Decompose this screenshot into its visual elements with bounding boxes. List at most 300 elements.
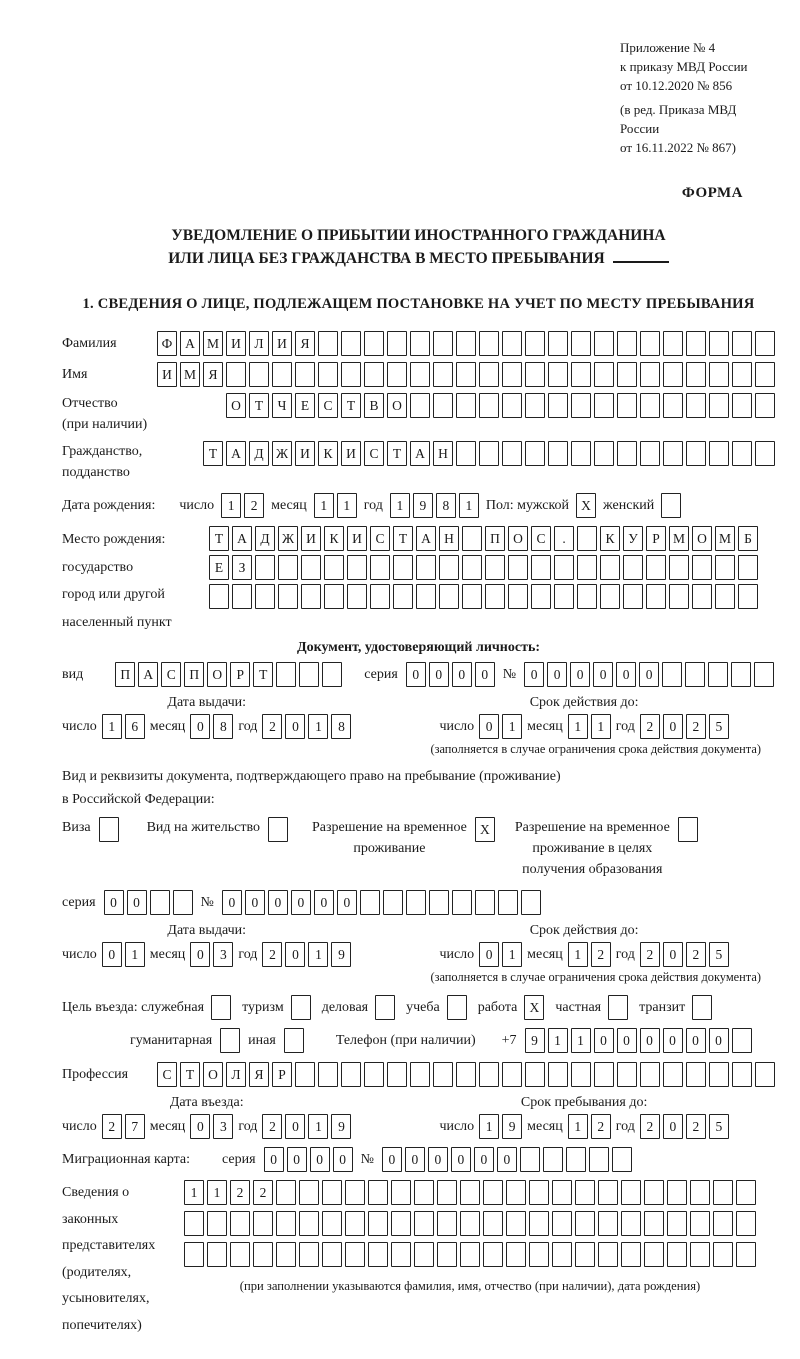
rep-char-box[interactable] [391, 1242, 411, 1267]
surname-char-box[interactable] [732, 331, 752, 356]
id-series-box[interactable]: 0 [406, 662, 426, 687]
surname-char-box[interactable] [410, 331, 430, 356]
mc-number-box[interactable] [543, 1147, 563, 1172]
birth-month-box[interactable]: 1 [314, 493, 334, 518]
rep-char-box[interactable] [414, 1211, 434, 1236]
id-number-box[interactable]: 0 [593, 662, 613, 687]
rep-char-box[interactable] [391, 1211, 411, 1236]
birthplace-char-box[interactable] [577, 584, 597, 609]
patronymic-char-box[interactable] [755, 393, 775, 418]
rep-char-box[interactable] [621, 1180, 641, 1205]
rep-char-box[interactable] [368, 1211, 388, 1236]
business-box[interactable] [375, 995, 395, 1020]
rep-char-box[interactable] [207, 1242, 227, 1267]
patronymic-char-box[interactable] [663, 393, 683, 418]
birthplace-char-box[interactable] [393, 555, 413, 580]
rep-char-box[interactable] [483, 1180, 503, 1205]
citizenship-char-box[interactable] [525, 441, 545, 466]
birthplace-char-box[interactable]: Т [209, 526, 229, 551]
profession-char-box[interactable]: С [157, 1062, 177, 1087]
citizenship-char-box[interactable]: Д [249, 441, 269, 466]
rep-char-box[interactable] [736, 1242, 756, 1267]
id-valid-month-box[interactable]: 1 [591, 714, 611, 739]
birthplace-char-box[interactable] [554, 584, 574, 609]
id-issue-day-box[interactable]: 1 [102, 714, 122, 739]
surname-char-box[interactable]: М [203, 331, 223, 356]
entry-month-box[interactable]: 0 [190, 1114, 210, 1139]
profession-char-box[interactable] [571, 1062, 591, 1087]
id-series-box[interactable]: 0 [429, 662, 449, 687]
id-number-box[interactable]: 0 [524, 662, 544, 687]
tourism-box[interactable] [291, 995, 311, 1020]
citizenship-char-box[interactable]: Т [203, 441, 223, 466]
mc-number-box[interactable] [589, 1147, 609, 1172]
birthplace-char-box[interactable] [278, 584, 298, 609]
name-char-box[interactable] [318, 362, 338, 387]
birthplace-char-box[interactable] [439, 555, 459, 580]
birthplace-char-box[interactable] [531, 555, 551, 580]
stay-year-box[interactable]: 0 [663, 1114, 683, 1139]
birthplace-char-box[interactable] [370, 584, 390, 609]
id-number-box[interactable] [731, 662, 751, 687]
res-issue-day-box[interactable]: 1 [125, 942, 145, 967]
name-char-box[interactable]: И [157, 362, 177, 387]
res-number-box[interactable] [406, 890, 426, 915]
birthplace-char-box[interactable] [347, 555, 367, 580]
birthplace-char-box[interactable] [646, 555, 666, 580]
profession-char-box[interactable] [295, 1062, 315, 1087]
profession-char-box[interactable] [525, 1062, 545, 1087]
id-series-box[interactable]: 0 [475, 662, 495, 687]
mc-series-box[interactable]: 0 [287, 1147, 307, 1172]
birthplace-char-box[interactable]: И [347, 526, 367, 551]
surname-char-box[interactable]: И [226, 331, 246, 356]
profession-char-box[interactable] [709, 1062, 729, 1087]
stay-month-box[interactable]: 2 [591, 1114, 611, 1139]
name-char-box[interactable] [341, 362, 361, 387]
phone-digit-box[interactable]: 0 [663, 1028, 683, 1053]
rep-char-box[interactable]: 2 [253, 1180, 273, 1205]
name-char-box[interactable] [502, 362, 522, 387]
birth-month-box[interactable]: 1 [337, 493, 357, 518]
profession-char-box[interactable] [640, 1062, 660, 1087]
res-number-box[interactable]: 0 [268, 890, 288, 915]
rep-char-box[interactable] [552, 1211, 572, 1236]
rep-char-box[interactable] [713, 1211, 733, 1236]
res-valid-day-box[interactable]: 0 [479, 942, 499, 967]
name-char-box[interactable] [732, 362, 752, 387]
doc-type-char-box[interactable]: П [115, 662, 135, 687]
rep-char-box[interactable] [552, 1242, 572, 1267]
patronymic-char-box[interactable]: О [226, 393, 246, 418]
birthplace-char-box[interactable] [462, 526, 482, 551]
rep-char-box[interactable] [230, 1211, 250, 1236]
res-series-box[interactable]: 0 [127, 890, 147, 915]
profession-char-box[interactable] [410, 1062, 430, 1087]
rep-char-box[interactable] [345, 1242, 365, 1267]
birthplace-char-box[interactable] [416, 555, 436, 580]
rep-char-box[interactable] [368, 1180, 388, 1205]
citizenship-char-box[interactable] [617, 441, 637, 466]
private-box[interactable] [608, 995, 628, 1020]
rep-char-box[interactable] [414, 1180, 434, 1205]
name-char-box[interactable]: М [180, 362, 200, 387]
profession-char-box[interactable]: Я [249, 1062, 269, 1087]
id-issue-month-box[interactable]: 0 [190, 714, 210, 739]
mc-number-box[interactable] [566, 1147, 586, 1172]
birthplace-char-box[interactable] [232, 584, 252, 609]
doc-type-char-box[interactable]: А [138, 662, 158, 687]
surname-char-box[interactable] [571, 331, 591, 356]
res-series-box[interactable] [150, 890, 170, 915]
surname-char-box[interactable] [456, 331, 476, 356]
profession-char-box[interactable]: О [203, 1062, 223, 1087]
id-valid-day-box[interactable]: 1 [502, 714, 522, 739]
entry-year-box[interactable]: 2 [262, 1114, 282, 1139]
name-char-box[interactable] [755, 362, 775, 387]
stay-day-box[interactable]: 1 [479, 1114, 499, 1139]
humanitarian-box[interactable] [220, 1028, 240, 1053]
birthplace-char-box[interactable] [393, 584, 413, 609]
res-issue-month-box[interactable]: 3 [213, 942, 233, 967]
id-valid-day-box[interactable]: 0 [479, 714, 499, 739]
res-valid-day-box[interactable]: 1 [502, 942, 522, 967]
mc-number-box[interactable] [612, 1147, 632, 1172]
rep-char-box[interactable] [506, 1180, 526, 1205]
rep-char-box[interactable] [299, 1180, 319, 1205]
rep-char-box[interactable] [575, 1211, 595, 1236]
mc-number-box[interactable]: 0 [451, 1147, 471, 1172]
surname-char-box[interactable]: И [272, 331, 292, 356]
official-box[interactable] [211, 995, 231, 1020]
id-number-box[interactable]: 0 [616, 662, 636, 687]
name-char-box[interactable] [479, 362, 499, 387]
birthplace-char-box[interactable]: К [600, 526, 620, 551]
surname-char-box[interactable] [548, 331, 568, 356]
id-number-box[interactable]: 0 [639, 662, 659, 687]
stay-year-box[interactable]: 2 [686, 1114, 706, 1139]
profession-char-box[interactable] [387, 1062, 407, 1087]
name-char-box[interactable] [571, 362, 591, 387]
name-char-box[interactable] [295, 362, 315, 387]
res-number-box[interactable]: 0 [245, 890, 265, 915]
birthplace-char-box[interactable]: С [531, 526, 551, 551]
name-char-box[interactable] [364, 362, 384, 387]
phone-digit-box[interactable]: 0 [686, 1028, 706, 1053]
citizenship-char-box[interactable] [709, 441, 729, 466]
birthplace-char-box[interactable] [301, 584, 321, 609]
id-valid-year-box[interactable]: 2 [686, 714, 706, 739]
surname-char-box[interactable]: Я [295, 331, 315, 356]
profession-char-box[interactable] [732, 1062, 752, 1087]
patronymic-char-box[interactable]: Т [249, 393, 269, 418]
res-number-box[interactable]: 0 [337, 890, 357, 915]
doc-type-char-box[interactable] [322, 662, 342, 687]
res-number-box[interactable] [429, 890, 449, 915]
mc-series-box[interactable]: 0 [264, 1147, 284, 1172]
name-char-box[interactable] [433, 362, 453, 387]
birthplace-char-box[interactable]: С [370, 526, 390, 551]
rep-char-box[interactable] [506, 1242, 526, 1267]
surname-char-box[interactable] [709, 331, 729, 356]
rep-char-box[interactable] [667, 1211, 687, 1236]
rep-char-box[interactable] [368, 1242, 388, 1267]
res-number-box[interactable] [521, 890, 541, 915]
birth-year-box[interactable]: 9 [413, 493, 433, 518]
citizenship-char-box[interactable] [640, 441, 660, 466]
entry-year-box[interactable]: 0 [285, 1114, 305, 1139]
citizenship-char-box[interactable] [479, 441, 499, 466]
birthplace-char-box[interactable]: А [416, 526, 436, 551]
name-char-box[interactable] [525, 362, 545, 387]
citizenship-char-box[interactable]: Ж [272, 441, 292, 466]
birthplace-char-box[interactable] [600, 584, 620, 609]
rep-char-box[interactable] [437, 1180, 457, 1205]
id-valid-year-box[interactable]: 2 [640, 714, 660, 739]
name-char-box[interactable] [226, 362, 246, 387]
surname-char-box[interactable] [502, 331, 522, 356]
birthplace-char-box[interactable]: П [485, 526, 505, 551]
res-number-box[interactable]: 0 [314, 890, 334, 915]
res-valid-year-box[interactable]: 0 [663, 942, 683, 967]
rep-char-box[interactable] [575, 1242, 595, 1267]
birthplace-char-box[interactable] [255, 584, 275, 609]
res-number-box[interactable] [452, 890, 472, 915]
transit-box[interactable] [692, 995, 712, 1020]
birthplace-char-box[interactable] [324, 555, 344, 580]
doc-type-char-box[interactable]: П [184, 662, 204, 687]
rep-char-box[interactable] [529, 1242, 549, 1267]
rep-char-box[interactable] [483, 1242, 503, 1267]
temp-permit-edu-box[interactable] [678, 817, 698, 842]
entry-day-box[interactable]: 7 [125, 1114, 145, 1139]
entry-month-box[interactable]: 3 [213, 1114, 233, 1139]
birthplace-char-box[interactable] [508, 555, 528, 580]
surname-char-box[interactable]: А [180, 331, 200, 356]
birthplace-char-box[interactable] [508, 584, 528, 609]
citizenship-char-box[interactable] [456, 441, 476, 466]
id-valid-year-box[interactable]: 5 [709, 714, 729, 739]
rep-char-box[interactable] [621, 1211, 641, 1236]
citizenship-char-box[interactable]: И [295, 441, 315, 466]
study-box[interactable] [447, 995, 467, 1020]
birthplace-char-box[interactable] [669, 584, 689, 609]
birth-year-box[interactable]: 1 [390, 493, 410, 518]
rep-char-box[interactable] [345, 1211, 365, 1236]
patronymic-char-box[interactable]: О [387, 393, 407, 418]
surname-char-box[interactable] [755, 331, 775, 356]
doc-type-char-box[interactable]: Р [230, 662, 250, 687]
name-char-box[interactable] [387, 362, 407, 387]
patronymic-char-box[interactable] [686, 393, 706, 418]
patronymic-char-box[interactable] [525, 393, 545, 418]
patronymic-char-box[interactable] [640, 393, 660, 418]
patronymic-char-box[interactable]: С [318, 393, 338, 418]
citizenship-char-box[interactable]: А [410, 441, 430, 466]
res-number-box[interactable]: 0 [222, 890, 242, 915]
doc-type-char-box[interactable] [276, 662, 296, 687]
profession-char-box[interactable] [617, 1062, 637, 1087]
mc-number-box[interactable]: 0 [405, 1147, 425, 1172]
rep-char-box[interactable] [667, 1180, 687, 1205]
birthplace-char-box[interactable] [462, 584, 482, 609]
id-issue-year-box[interactable]: 8 [331, 714, 351, 739]
birthplace-char-box[interactable] [623, 584, 643, 609]
id-issue-year-box[interactable]: 0 [285, 714, 305, 739]
rep-char-box[interactable] [207, 1211, 227, 1236]
profession-char-box[interactable] [548, 1062, 568, 1087]
patronymic-char-box[interactable] [709, 393, 729, 418]
birthplace-char-box[interactable]: . [554, 526, 574, 551]
id-number-box[interactable]: 0 [547, 662, 567, 687]
rep-char-box[interactable] [598, 1242, 618, 1267]
patronymic-char-box[interactable]: В [364, 393, 384, 418]
birthplace-char-box[interactable] [439, 584, 459, 609]
birthplace-char-box[interactable]: Ж [278, 526, 298, 551]
birthplace-char-box[interactable]: У [623, 526, 643, 551]
id-series-box[interactable]: 0 [452, 662, 472, 687]
profession-char-box[interactable] [663, 1062, 683, 1087]
res-issue-year-box[interactable]: 1 [308, 942, 328, 967]
birthplace-char-box[interactable] [554, 555, 574, 580]
rep-char-box[interactable] [690, 1242, 710, 1267]
birthplace-char-box[interactable]: Б [738, 526, 758, 551]
surname-char-box[interactable]: Ф [157, 331, 177, 356]
stay-year-box[interactable]: 5 [709, 1114, 729, 1139]
res-number-box[interactable] [360, 890, 380, 915]
mc-number-box[interactable]: 0 [428, 1147, 448, 1172]
birthplace-char-box[interactable] [347, 584, 367, 609]
citizenship-char-box[interactable] [755, 441, 775, 466]
birthplace-char-box[interactable] [255, 555, 275, 580]
id-number-box[interactable] [708, 662, 728, 687]
profession-char-box[interactable] [341, 1062, 361, 1087]
rep-char-box[interactable] [322, 1180, 342, 1205]
id-issue-day-box[interactable]: 6 [125, 714, 145, 739]
surname-char-box[interactable] [617, 331, 637, 356]
id-issue-year-box[interactable]: 1 [308, 714, 328, 739]
mc-series-box[interactable]: 0 [310, 1147, 330, 1172]
patronymic-char-box[interactable] [410, 393, 430, 418]
rep-char-box[interactable] [598, 1211, 618, 1236]
name-char-box[interactable] [272, 362, 292, 387]
rep-char-box[interactable] [621, 1242, 641, 1267]
profession-char-box[interactable] [686, 1062, 706, 1087]
surname-char-box[interactable] [594, 331, 614, 356]
profession-char-box[interactable] [479, 1062, 499, 1087]
id-number-box[interactable] [754, 662, 774, 687]
profession-char-box[interactable] [456, 1062, 476, 1087]
name-char-box[interactable] [686, 362, 706, 387]
citizenship-char-box[interactable] [571, 441, 591, 466]
citizenship-char-box[interactable] [732, 441, 752, 466]
rep-char-box[interactable]: 2 [230, 1180, 250, 1205]
birthplace-char-box[interactable] [738, 555, 758, 580]
birthplace-char-box[interactable] [715, 584, 735, 609]
birthplace-char-box[interactable]: И [301, 526, 321, 551]
birthplace-char-box[interactable] [715, 555, 735, 580]
stay-month-box[interactable]: 1 [568, 1114, 588, 1139]
surname-char-box[interactable] [318, 331, 338, 356]
rep-char-box[interactable] [299, 1211, 319, 1236]
res-number-box[interactable] [498, 890, 518, 915]
rep-char-box[interactable] [460, 1211, 480, 1236]
res-issue-year-box[interactable]: 0 [285, 942, 305, 967]
id-number-box[interactable] [662, 662, 682, 687]
mc-number-box[interactable]: 0 [474, 1147, 494, 1172]
rep-char-box[interactable] [299, 1242, 319, 1267]
entry-year-box[interactable]: 9 [331, 1114, 351, 1139]
surname-char-box[interactable]: Л [249, 331, 269, 356]
res-valid-year-box[interactable]: 2 [686, 942, 706, 967]
surname-char-box[interactable] [479, 331, 499, 356]
profession-char-box[interactable] [594, 1062, 614, 1087]
doc-type-char-box[interactable]: С [161, 662, 181, 687]
birthplace-char-box[interactable]: О [508, 526, 528, 551]
birthplace-char-box[interactable]: А [232, 526, 252, 551]
birthplace-char-box[interactable] [692, 584, 712, 609]
citizenship-char-box[interactable] [548, 441, 568, 466]
birthplace-char-box[interactable]: О [692, 526, 712, 551]
patronymic-char-box[interactable]: Е [295, 393, 315, 418]
res-valid-year-box[interactable]: 2 [640, 942, 660, 967]
res-valid-month-box[interactable]: 1 [568, 942, 588, 967]
rep-char-box[interactable] [253, 1211, 273, 1236]
surname-char-box[interactable] [341, 331, 361, 356]
rep-char-box[interactable] [483, 1211, 503, 1236]
birthplace-char-box[interactable] [531, 584, 551, 609]
rep-char-box[interactable] [644, 1180, 664, 1205]
rep-char-box[interactable] [598, 1180, 618, 1205]
birthplace-char-box[interactable] [416, 584, 436, 609]
rep-char-box[interactable] [529, 1180, 549, 1205]
citizenship-char-box[interactable] [686, 441, 706, 466]
doc-type-char-box[interactable] [299, 662, 319, 687]
profession-char-box[interactable]: Л [226, 1062, 246, 1087]
name-char-box[interactable]: Я [203, 362, 223, 387]
mc-number-box[interactable]: 0 [382, 1147, 402, 1172]
entry-day-box[interactable]: 2 [102, 1114, 122, 1139]
profession-char-box[interactable] [502, 1062, 522, 1087]
birthplace-char-box[interactable]: М [669, 526, 689, 551]
patronymic-char-box[interactable] [433, 393, 453, 418]
rep-char-box[interactable] [644, 1242, 664, 1267]
profession-char-box[interactable] [318, 1062, 338, 1087]
citizenship-char-box[interactable]: Н [433, 441, 453, 466]
profession-char-box[interactable]: Т [180, 1062, 200, 1087]
citizenship-char-box[interactable]: Т [387, 441, 407, 466]
doc-type-char-box[interactable]: О [207, 662, 227, 687]
citizenship-char-box[interactable]: К [318, 441, 338, 466]
birthplace-char-box[interactable]: Е [209, 555, 229, 580]
residence-permit-box[interactable] [268, 817, 288, 842]
birth-day-box[interactable]: 1 [221, 493, 241, 518]
name-char-box[interactable] [548, 362, 568, 387]
name-char-box[interactable] [663, 362, 683, 387]
rep-char-box[interactable] [414, 1242, 434, 1267]
res-number-box[interactable] [475, 890, 495, 915]
surname-char-box[interactable] [663, 331, 683, 356]
birthplace-char-box[interactable]: Д [255, 526, 275, 551]
rep-char-box[interactable] [506, 1211, 526, 1236]
birthplace-char-box[interactable] [278, 555, 298, 580]
rep-char-box[interactable] [437, 1242, 457, 1267]
birth-year-box[interactable]: 1 [459, 493, 479, 518]
rep-char-box[interactable] [690, 1180, 710, 1205]
rep-char-box[interactable] [276, 1242, 296, 1267]
phone-digit-box[interactable]: 9 [525, 1028, 545, 1053]
phone-digit-box[interactable]: 0 [594, 1028, 614, 1053]
